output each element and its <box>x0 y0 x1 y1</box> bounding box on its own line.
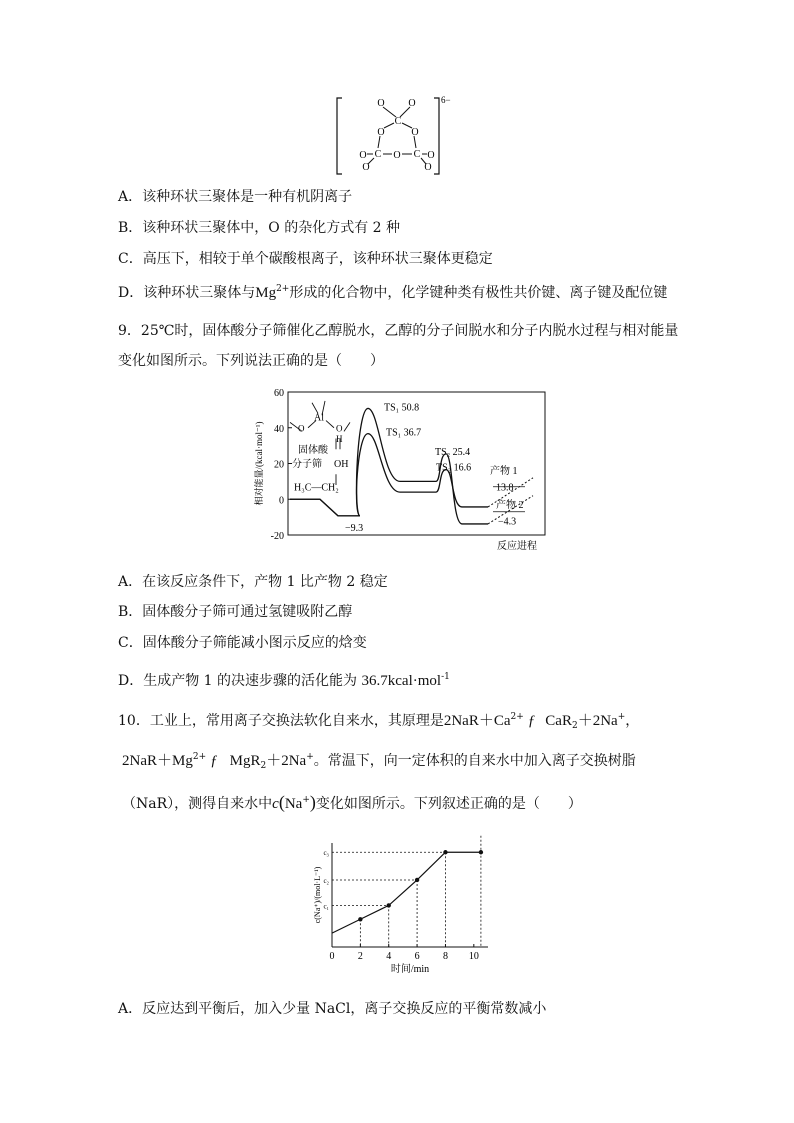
q9-stem-line2: 变化如图所示。下列说法正确的是（ ） <box>118 353 384 369</box>
atom-label: O <box>359 150 367 161</box>
y-tick-label: c₃ <box>323 849 329 858</box>
atom-label: O <box>393 150 401 161</box>
y-tick-label: 0 <box>279 495 284 507</box>
y-axis-label: c(Na⁺)/(mol·L⁻¹) <box>313 866 322 924</box>
adsorbed-value: −9.3 <box>345 522 364 534</box>
y-axis-label: 相对能量/(kcal·mol⁻¹) <box>254 421 264 506</box>
right-bracket <box>434 98 439 174</box>
y-tick-label: -20 <box>270 531 284 542</box>
x-tick-label: 8 <box>442 951 448 962</box>
q8-option-d: D．该种环状三聚体与$Mg^{2+}$形成的化合物中，化学键种类有极性共价键、离子键及配位键 <box>118 284 668 301</box>
data-point <box>443 850 447 854</box>
q9-stem-line1: 9．25℃时，固体酸分子筛催化乙醇脱水，乙醇的分子间脱水和分子内脱水过程与相对能量 <box>118 323 679 339</box>
ts2-upper-label: TS₂ 25.4 <box>435 446 471 458</box>
data-point <box>387 903 391 907</box>
x-tick-label: 4 <box>386 951 392 962</box>
atom-label: O <box>424 162 432 173</box>
q10-option-a: A．反应达到平衡后，加入少量 NaCl，离子交换反应的平衡常数减小 <box>118 1001 547 1017</box>
o-left-label: O <box>298 423 305 434</box>
y-tick-label: 60 <box>274 388 284 399</box>
product2-label: 产物 2 <box>496 500 524 512</box>
q9-option-c: C．固体酸分子筛能减小图示反应的焓变 <box>118 635 367 651</box>
x-tick-label: 10 <box>468 951 479 962</box>
atom-label: C <box>374 149 382 160</box>
x-tick-label: 0 <box>329 951 335 962</box>
product1-label: 产物 1 <box>490 466 518 478</box>
ts1-upper-label: TS₁ 50.8 <box>384 402 420 414</box>
x-tick-label: 6 <box>414 951 420 962</box>
y-tick-label: 40 <box>274 423 284 435</box>
h-label: H <box>336 434 343 445</box>
q8-option-c: C．高压下，相较于单个碳酸根离子，该种环状三聚体更稳定 <box>118 251 493 267</box>
y-tick-label: 20 <box>274 459 284 471</box>
concentration-line <box>332 852 481 933</box>
carbonate-trimer-structure <box>330 90 460 180</box>
atom-label: O <box>362 162 370 173</box>
sodium-concentration-chart <box>310 835 495 975</box>
q8-option-a: A．该种环状三聚体是一种有机阴离子 <box>118 189 353 205</box>
ethanol-label: H₃C—CH₂ <box>294 482 339 494</box>
product1-value: 13.8 <box>496 482 514 494</box>
atom-label: C <box>394 116 402 127</box>
catalyst-label-2: 分子筛 <box>292 459 322 471</box>
atom-label: O <box>377 127 385 138</box>
atom-label: O <box>377 98 385 109</box>
q10-stem-line3: （NaR），测得自来水中c(Na+)变化如图所示。下列叙述正确的是（ ） <box>122 792 582 812</box>
ts1-lower-label: TS₁ 36.7 <box>386 427 422 439</box>
data-point <box>479 850 483 854</box>
q8-option-b: B．该种环状三聚体中，O 的杂化方式有 2 种 <box>118 220 401 236</box>
data-point <box>415 878 419 882</box>
product2-value: −4.3 <box>498 516 517 528</box>
atom-label: O <box>427 150 435 161</box>
x-axis-label: 时间/min <box>390 964 430 975</box>
x-axis-label: 反应进程 <box>497 541 537 552</box>
data-point <box>358 917 362 921</box>
q10-stem-line2: $2NaR+Mg^{2+}$ ƒ MgR$_2$＋2Na+。常温下，向一定体积的自来水中加入离子交换树脂 <box>122 752 636 771</box>
q9-option-b: B．固体酸分子筛可通过氢键吸附乙醇 <box>118 604 353 620</box>
q10-stem-line1: 10．工业上，常用离子交换法软化自来水，其原理是$2NaR+Ca^{2+}$ ƒ CaR$_2$＋2Na+， <box>118 712 640 731</box>
energy-profile-chart <box>250 380 550 555</box>
atom-label: C <box>413 149 421 160</box>
y-tick-label: c₂ <box>323 876 329 885</box>
q9-option-a: A．在该反应条件下，产物 1 比产物 2 稳定 <box>118 574 388 590</box>
x-tick-label: 2 <box>357 951 363 962</box>
atom-label: O <box>408 98 416 109</box>
left-bracket <box>337 98 342 174</box>
ts2-lower-label: TS₂ 16.6 <box>436 462 472 474</box>
catalyst-label-1: 固体酸 <box>298 444 328 456</box>
y-tick-label: c₁ <box>323 902 329 911</box>
o-right-label: O <box>336 423 343 434</box>
oh-label: OH <box>334 459 349 471</box>
charge-label: 6− <box>441 95 451 105</box>
al-label: Al <box>314 412 324 424</box>
q9-option-d: D．生成产物 1 的决速步骤的活化能为 36.7kcal·mol$^{-1}$ <box>118 672 450 689</box>
atom-label: O <box>411 127 419 138</box>
